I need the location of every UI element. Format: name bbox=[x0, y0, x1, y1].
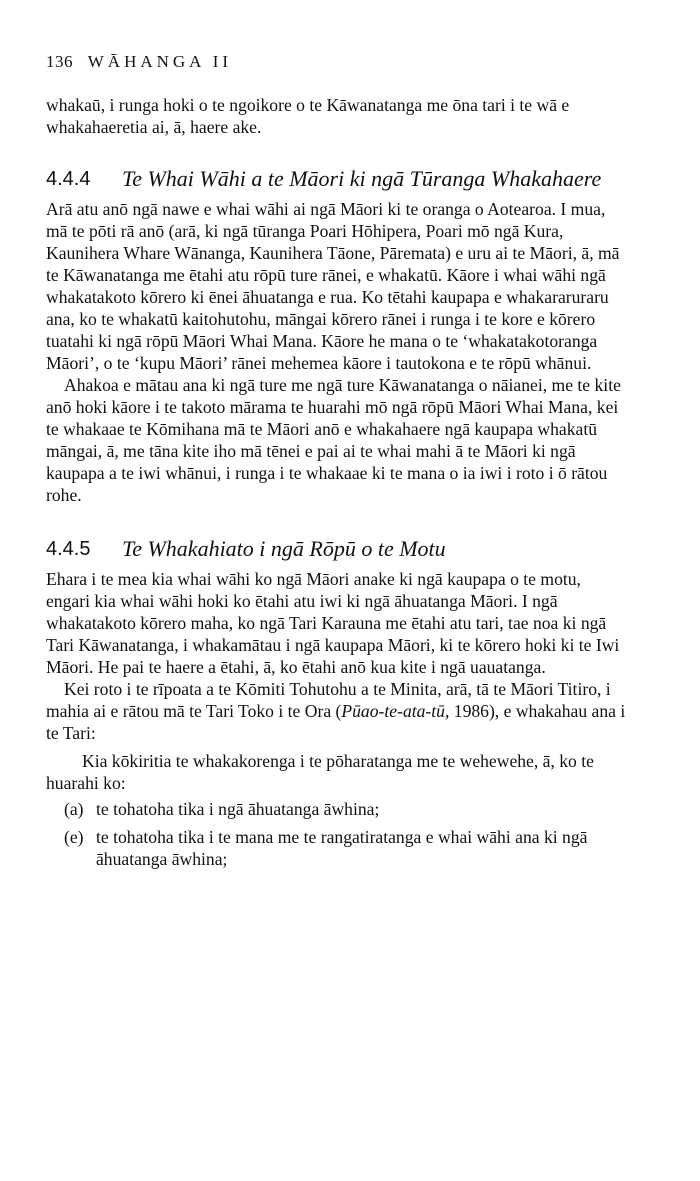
citation-title: Pūao-te-ata-tū bbox=[341, 701, 445, 721]
list-label: (e) bbox=[64, 827, 84, 847]
list-text: te tohatoha tika i te mana me te rangatiratanga e whai wāhi ana ki ngā āhuatanga āwhina; bbox=[96, 827, 588, 869]
quote-list bbox=[46, 798, 626, 870]
list-text: te tohatoha tika i ngā āhuatanga āwhina; bbox=[96, 799, 380, 819]
section-title: Te Whai Wāhi a te Māori ki ngā Tūranga Whakahaere bbox=[122, 166, 602, 191]
paragraph: Arā atu anō ngā nawe e whai wāhi ai ngā Māori ki te oranga o Aotearoa. I mua, mā te pōti rā anō (arā, ki ngā tūranga Poari Hōhipera, Poari mō ngā Kura, Kaunihera Whare Wānanga, Kaunihera Tāone, Pāremata) e uru ai te Māori, ā, mā te Kāwanatanga me ētahi atu rōpū ture rānei, e whakatū. Kāore i whai wāhi ngā whakatakoto kōrero ki ēnei āhuatanga e rua. Ko tētahi kaupapa e whakararuraru ana, ko te whakatū kaitohutohu, māngai kōrero rānei i runga i te kore e kōrero tuatahi ki ngā rōpū Māori Whai Mana. Kāore he mana o te ‘whakatakotoranga Māori’, o te ‘kupu Māori’ rānei mehemea kāore i tautokona e te rōpū whānui. bbox=[46, 199, 620, 373]
paragraph: Ehara i te mea kia whai wāhi ko ngā Māori anake ki ngā kaupapa o te motu, engari kia whai wāhi hoki ko ētahi atu iwi ki ngā āhuatanga Māori. I ngā whakatakoto kōrero maha, ko ngā Tari Karauna me ētahi atu tari, tae noa ki ngā Tari Kāwanatanga, i whakamātau i ngā kaupapa Māori, ki te kōrero hoki ki te Iwi Māori. He pai te haere a ētahi, ā, ko ētahi anō kua kite i ngā uauatanga. bbox=[46, 569, 620, 677]
section-number: 4.4.4 bbox=[46, 168, 91, 190]
running-head bbox=[46, 52, 626, 72]
book-page bbox=[46, 52, 626, 876]
section-heading-4-4-5 bbox=[46, 536, 626, 562]
section-title: Te Whakahiato i ngā Rōpū o te Motu bbox=[122, 536, 446, 561]
paragraph-continuation: whakaū, i runga hoki o te ngoikore o te Kāwanatanga me ōna tari i te wā e whakahaeretia ai, ā, haere ake. bbox=[46, 95, 570, 137]
list-item bbox=[46, 798, 626, 820]
section-heading-4-4-4 bbox=[46, 166, 626, 192]
paragraph: Ahakoa e mātau ana ki ngā ture me ngā ture Kāwanatanga o nāianei, me te kite anō hoki kāore i te takoto mārama te huarahi mō ngā rōpū Māori Whai Mana, kei te whakaae te Kōmihana mā te Māori anō e whakahaere ngā kaupapa whakatū māngai, ā, me tāna kite iho mā tēnei e pai ai te whai mahi ā te Māori ki ngā kaupapa a te iwi whānui, i runga i te whakaae ki te mana o ia iwi i roto i ō rātou rohe. bbox=[46, 375, 621, 505]
list-label: (a) bbox=[64, 799, 84, 819]
paragraph-with-citation bbox=[46, 678, 626, 744]
list-item bbox=[46, 826, 626, 870]
chapter-title: WĀHANGA II bbox=[87, 52, 233, 71]
paragraph-text: Kei roto i te rīpoata a te Kōmiti Tohutohu a te Minita, arā, tā te Māori Titiro, i mahia ai e rātou mā te Tari Toko i te Ora ( bbox=[46, 679, 611, 721]
block-quote-intro: Kia kōkiritia te whakakorenga i te pōharatanga me te wehewehe, ā, ko te huarahi ko: bbox=[46, 751, 594, 793]
page-number: 136 bbox=[46, 52, 73, 71]
paragraph-text: , 1986), e whakahau ana i te Tari: bbox=[46, 701, 626, 743]
section-number: 4.4.5 bbox=[46, 538, 91, 560]
